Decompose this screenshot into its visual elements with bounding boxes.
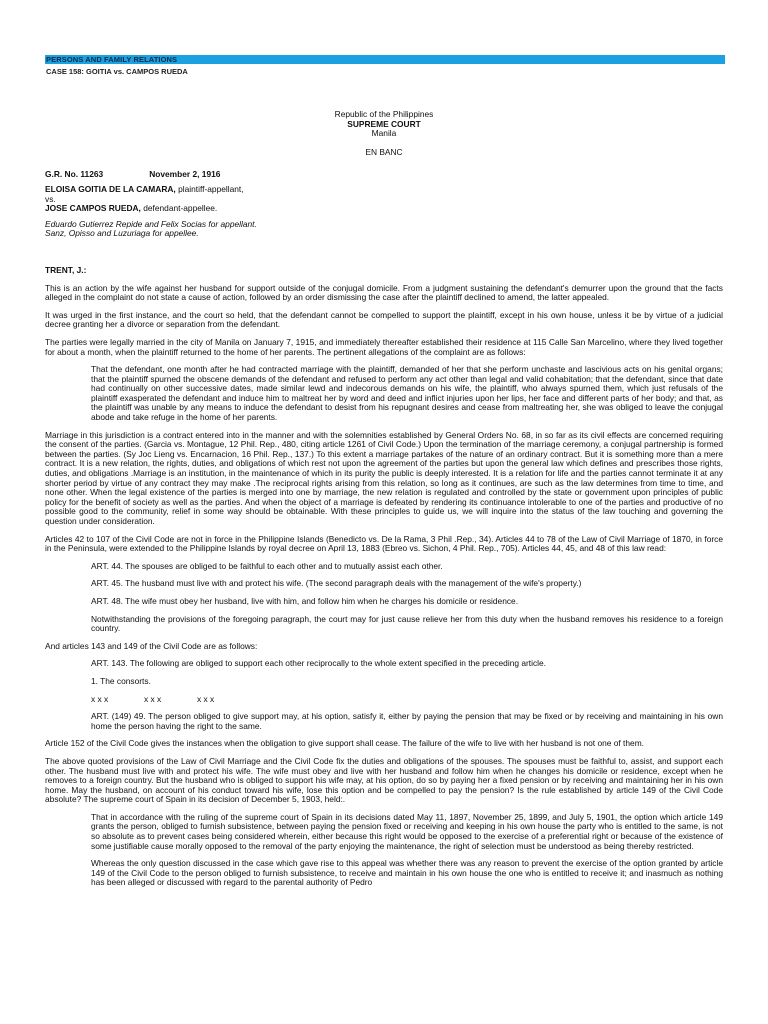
defendant-role: defendant-appellee. [140, 203, 218, 214]
paragraph: And articles 143 and 149 of the Civil Code are as follows: [45, 640, 258, 651]
ellipsis-marks [91, 695, 723, 705]
article-44: ART. 44. The spouses are obliged to be faithful to each other and to mutually assist each other. [91, 560, 443, 571]
consorts-item: 1. The consorts. [91, 675, 151, 686]
header-case-title: CASE 158: GOITIA vs. CAMPOS RUEDA [46, 67, 188, 76]
article-143: ART. 143. The following are obliged to support each other reciprocally to the whole extent specified in the preceding article. [91, 658, 546, 669]
court-name: SUPREME COURT [347, 118, 421, 129]
paragraph: Article 152 of the Civil Code gives the instances when the obligation to give support shall cease. The failure of the wife to live with her husband is not one of them. [45, 738, 645, 749]
court-heading [45, 110, 723, 139]
plaintiff-role: plaintiff-appellant, [175, 183, 244, 194]
plaintiff-line [45, 185, 723, 195]
paragraph: Marriage in this jurisdiction is a contract entered into in the manner and with the solemnities established by General Orders No. 68, in so far as its civil effects are concerned requiring the consent of the parties. (Garcia vs. Montague, 12 Phil. Rep., 480, citing article 1261 of Civil Code.) Upon the termination of the marriage ceremony, a conjugal partnership is formed between the parties. (Sy Joc Lieng vs. Encarnacion, 16 Phil. Rep., 137.) To this extent a marriage partakes of the nature of an ordinary contract. But it is something more than a mere contract. It is a new relation, the rights, duties, and obligations of which rest not upon the agreement of the parties but upon the general law which defines and prescribes those rights, duties, and obligations .Marriage is an institution, in the maintenance of which in its purity the public is deeply interested. It is a relation for life and the parties cannot terminate it at any shorter period by virtue of any contract they may make .The reciprocal rights arising from this relation, so long as it continues, are such as the law determines from time to time, and none other. When the legal existence of the parties is merged into one by marriage, the new relation is regulated and controlled by the state or government upon principles of public policy for the benefit of society as well as the parties. And when the object of a marriage is defeated by rendering its continuance intolerable to one of the parties and productive of no possible good to the community, relief in some way should be obtainable. With these principles to guide us, we will inquire into the status of the law touching and governing the question under consideration. [45, 429, 723, 526]
defendant-name: JOSE CAMPOS RUEDA, [45, 203, 141, 214]
block-quote: That in accordance with the ruling of the supreme court of Spain in its decisions dated May 11, 1897, November 25, 1899, and July 5, 1901, the option which article 149 grants the person, obliged to furnish subsistence, between paying the pension fixed or receiving and keeping in his own house the party who is entitled to the same, is not so absolute as to prevent cases being considered wherein, either because this right would be opposed to the exercise of a preferential right or because of the existence of some justifiable cause morally opposed to the removal of the party enjoying the maintenance, the right of selection must be understood as being thereby restricted. [91, 811, 723, 851]
counsel-appellant: Eduardo Gutierrez Repide and Felix Socias for appellant. [45, 218, 257, 229]
article-48: ART. 48. The wife must obey her husband, live with him, and follow him when he charges his domicile or residence. [91, 595, 519, 606]
versus: vs. [45, 193, 56, 204]
ellipsis-mark: x x x [144, 693, 162, 704]
defendant-line [45, 204, 723, 214]
case-number-line [45, 170, 723, 180]
document-body [45, 110, 723, 888]
ellipsis-mark: x x x [91, 693, 109, 704]
parties-block [45, 185, 723, 214]
article-45: ART. 45. The husband must live with and protect his wife. (The second paragraph deals with the management of the wife's property.) [91, 578, 582, 589]
counsel-appellee: Sanz, Opisso and Luzuriaga for appellee. [45, 228, 199, 239]
plaintiff-name: ELOISA GOITIA DE LA CAMARA, [45, 183, 176, 194]
gr-number: G.R. No. 11263 [45, 169, 104, 180]
republic-line: Republic of the Philippines [334, 109, 434, 119]
paragraph: The parties were legally married in the city of Manila on January 7, 1915, and immediately thereafter established their residence at 115 Calle San Marcelino, where they lived together for about a month, when the plaintiff returned to the home of her parents. The pertinent allegations of the complaint are as follows: [45, 336, 723, 357]
header-topic: PERSONS AND FAMILY RELATIONS [46, 55, 178, 64]
ellipsis-mark: x x x [197, 693, 215, 704]
article-48-continued: Notwithstanding the provisions of the foregoing paragraph, the court may for just cause relieve her from this duty when the husband removes his residence to a foreign country. [91, 613, 723, 634]
division-label: EN BANC [365, 146, 403, 157]
paragraph: Articles 42 to 107 of the Civil Code are not in force in the Philippine Islands (Benedicto vs. De la Rama, 3 Phil .Rep., 34). Articles 44 to 78 of the Law of Civil Marriage of 1870, in force in the Peninsula, were extended to the Philippine Islands by royal decree on April 13, 1883 (Ebreo vs. Sichon, 4 Phil. Rep., 705). Articles 44, 45, and 48 of this law read: [45, 533, 723, 554]
court-city: Manila [371, 128, 397, 139]
paragraph: This is an action by the wife against her husband for support outside of the conjugal domicile. From a judgment sustaining the defendant's demurrer upon the ground that the facts alleged in the complaint do not state a cause of action, followed by an order dismissing the case after the plaintiff declined to amend, the latter appealed. [45, 282, 723, 303]
block-quote: Whereas the only question discussed in the case which gave rise to this appeal was whether there was any reason to prevent the exercise of the option granted by article 149 of the Civil Code to the person obliged to furnish subsistence, to receive and maintain in his own house the one who is entitled to receive it; and inasmuch as nothing has been alleged or discussed with regard to the parental authority of Pedro [91, 858, 723, 888]
counsel-block [45, 220, 723, 239]
block-quote: That the defendant, one month after he had contracted marriage with the plaintiff, demanded of her that she perform unchaste and lascivious acts on his genital organs; that the plaintiff spurned the obscene demands of the defendant and refused to perform any act other than legal and valid cohabitation; that the defendant, since that date had continually on other successive dates, made similar lewd and indecorous demands on his wife, the plaintiff, who always spurned them, which just refusals of the plaintiff exasperated the defendant and induce him to maltreat her by word and deed and inflict injuries upon her lips, her face and different parts of her body; and that, as the plaintiff was unable by any means to induce the defendant to desist from his repugnant desires and cease from maltreating her, she was obliged to leave the conjugal abode and take refuge in the home of her parents. [91, 364, 723, 423]
paragraph: It was urged in the first instance, and the court so held, that the defendant cannot be compelled to support the plaintiff, except in his own house, unless it be by virtue of a judicial decree granting her a divorce or separation from the defendant. [45, 309, 723, 330]
ponente: TRENT, J.: [45, 264, 87, 275]
decision-date: November 2, 1916 [149, 169, 221, 180]
article-149: ART. (149) 49. The person obliged to give support may, at his option, satisfy it, either by paying the pension that may be fixed or by receiving and maintaining in his own home the person having the right to the same. [91, 711, 723, 731]
paragraph: The above quoted provisions of the Law of Civil Marriage and the Civil Code fix the duties and obligations of the spouses. The spouses must be faithful to, assist, and support each other. The husband must live with and protect his wife. The wife must obey and live with her husband and follow him when he changes his domicile or residence, except when he removes to a foreign country. But the husband who is obliged to support his wife may, at his option, do so by paying her a fixed pension or by receiving and maintaining her in his own home. May the husband, on account of his conduct toward his wife, lose this option and be compelled to pay the pension? Is the rule established by article 149 of the Civil Code absolute? The supreme court of Spain in its decision of December 5, 1903, held:. [45, 755, 723, 805]
